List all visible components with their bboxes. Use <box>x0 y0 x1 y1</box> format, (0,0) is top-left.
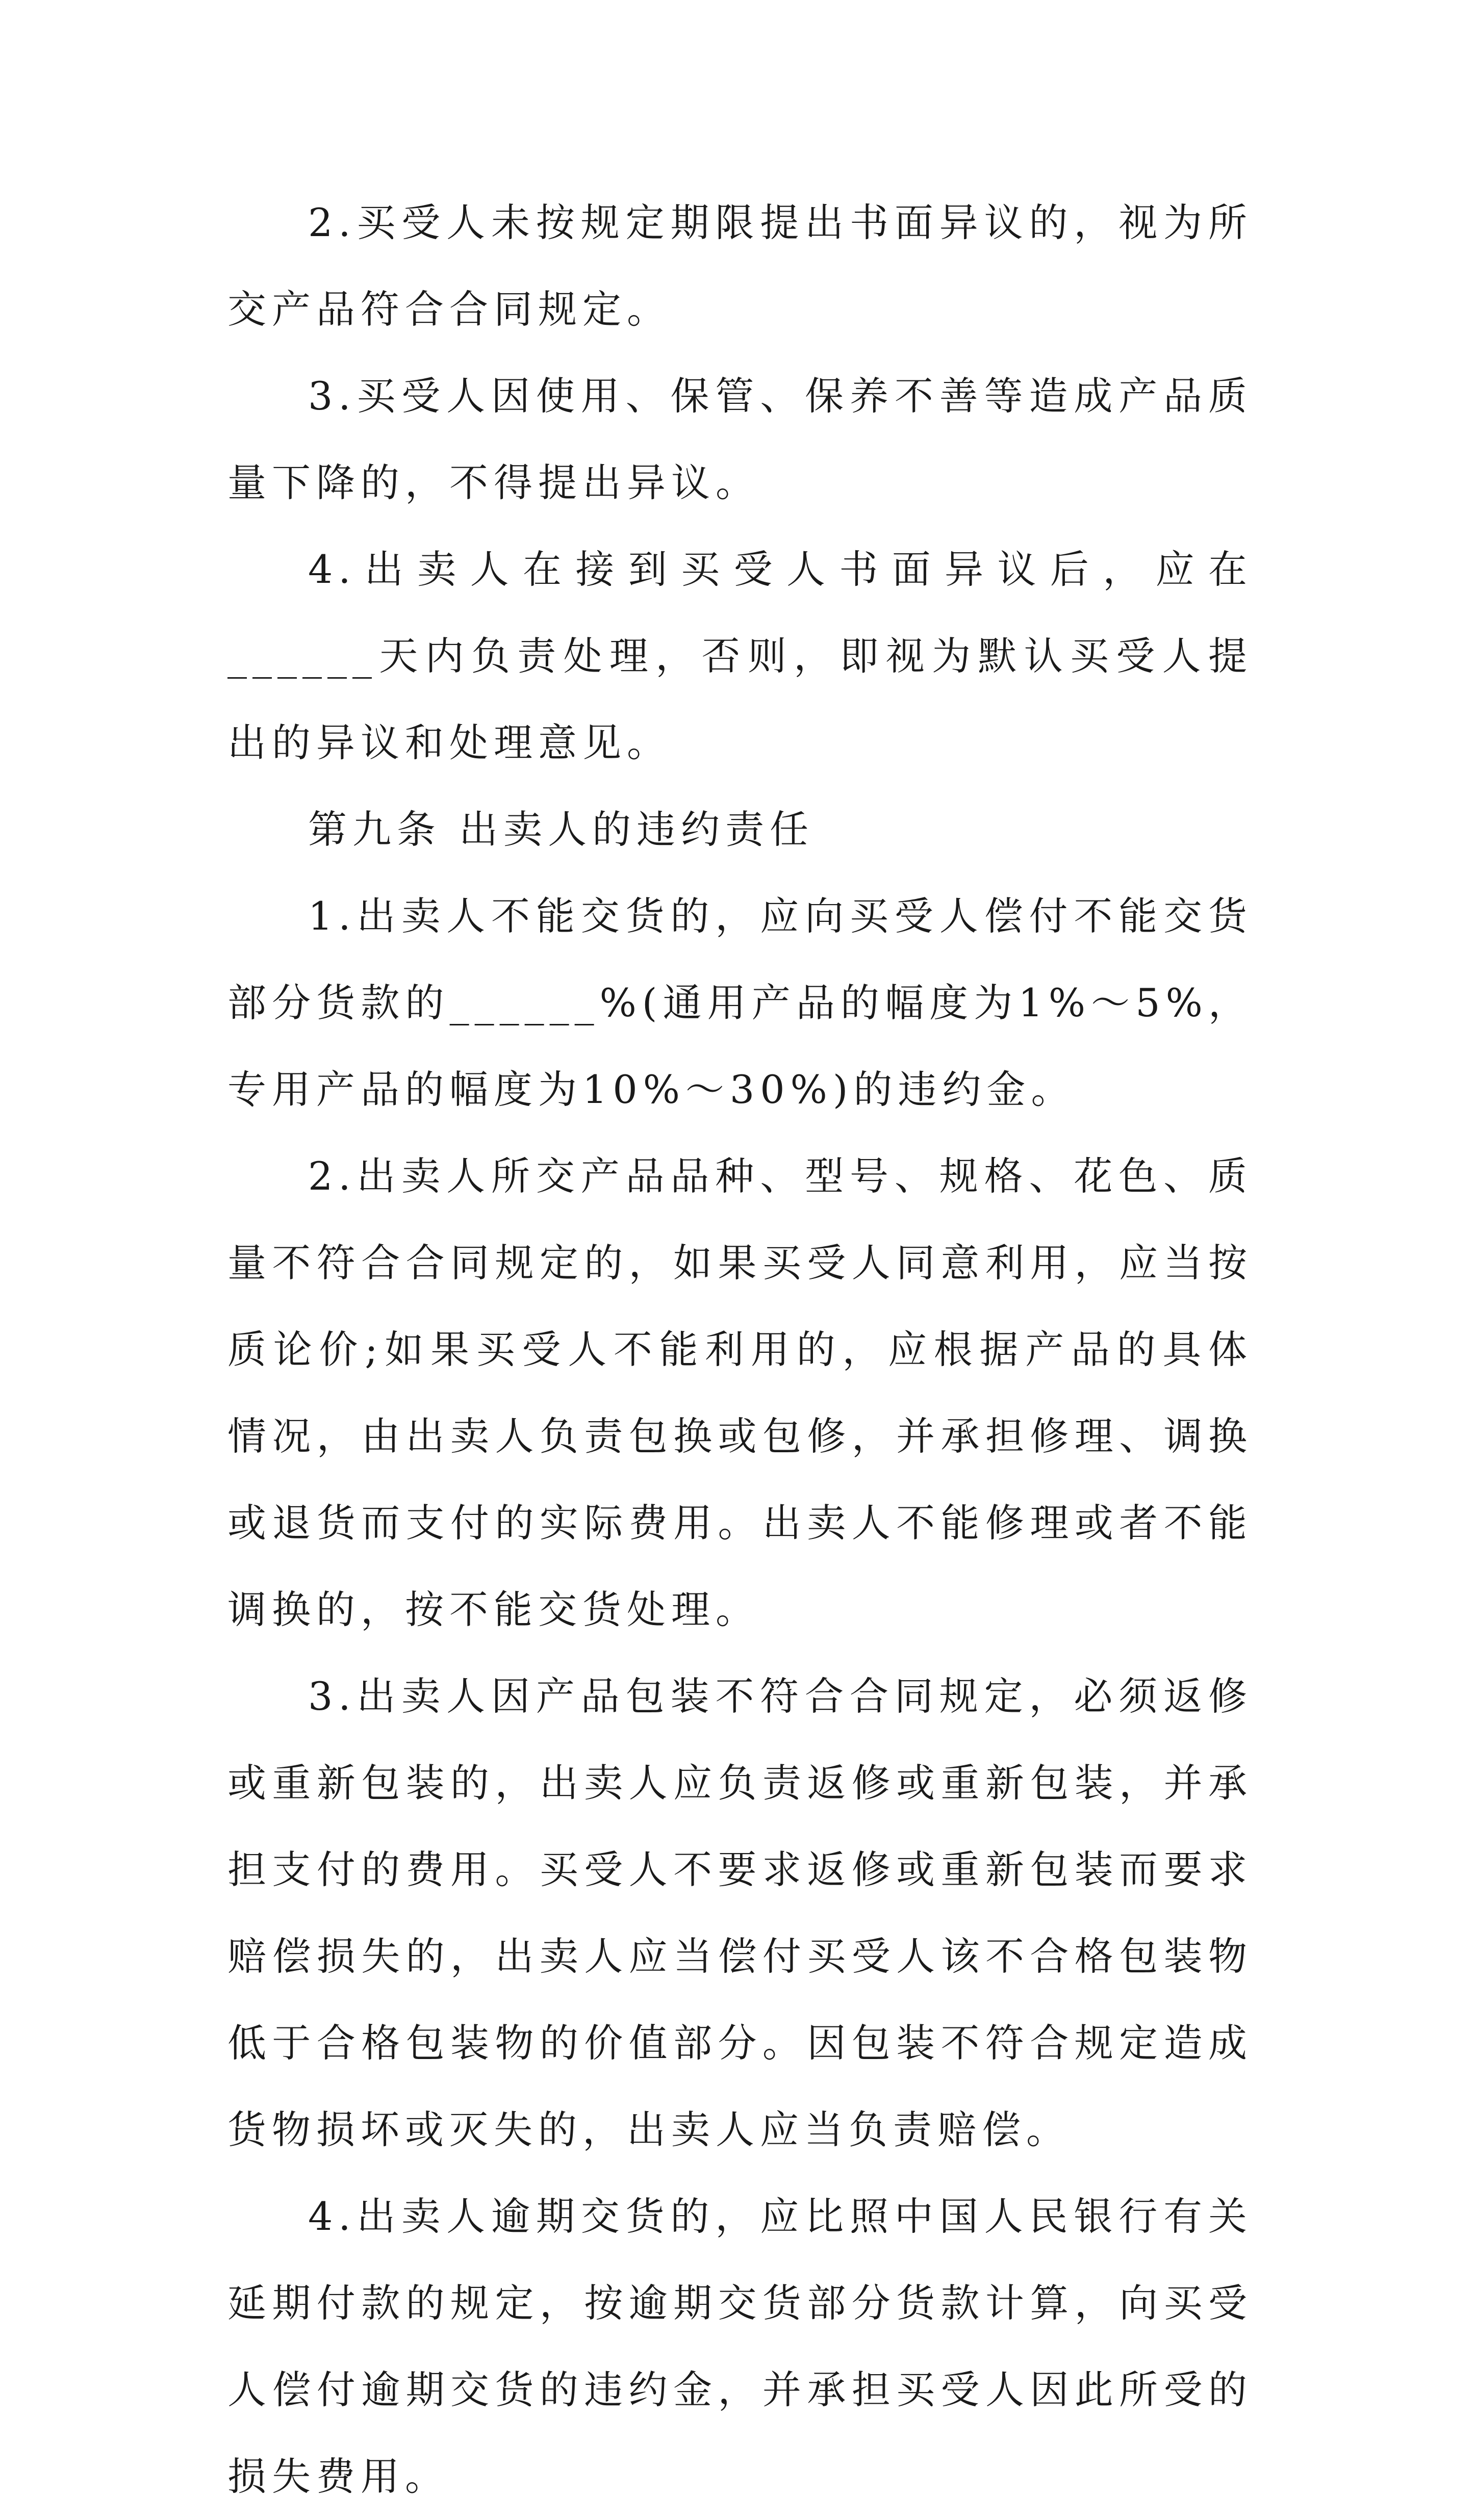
document-body <box>227 179 1253 2520</box>
clause-9-item-2: 2.出卖人所交产品品种、型号、规格、花色、质量不符合合同规定的，如果买受人同意利用，应当按质论价;如果买受人不能利用的，应根据产品的具体情况，由出卖人负责包换或包修，并承担修理、调换或退货而支付的实际费用。出卖人不能修理或者不能调换的，按不能交货处理。 <box>227 1153 1253 1632</box>
clause-8-item-3: 3.买受人因使用、保管、保养不善等造成产品质量下降的，不得提出异议。 <box>227 373 1253 505</box>
clause-8-item-4: 4.出卖人在接到买受人书面异议后，应在______天内负责处理，否则，即视为默认买受人提出的异议和处理意见。 <box>227 547 1253 765</box>
clause-8-item-2: 2.买受人未按规定期限提出书面异议的，视为所交产品符合合同规定。 <box>227 200 1253 332</box>
clause-9-heading: 第九条 出卖人的违约责任 <box>308 807 815 852</box>
clause-9-item-3: 3.出卖人因产品包装不符合合同规定，必须返修或重新包装的，出卖人应负责返修或重新包装，并承担支付的费用。买受人不要求返修或重新包装而要求赔偿损失的，出卖人应当偿付买受人该不合格包装物低于合格包装物的价值部分。因包装不符合规定造成货物损坏或灭失的，出卖人应当负责赔偿。 <box>227 1674 1253 2152</box>
clause-9-item-1: 1.出卖人不能交货的，应向买受人偿付不能交货部分货款的______%(通用产品的幅度为1%～5%，专用产品的幅度为10%～30%)的违约金。 <box>227 893 1253 1112</box>
clause-9-item-4: 4.出卖人逾期交货的，应比照中国人民银行有关延期付款的规定，按逾期交货部分货款计算，向买受人偿付逾期交货的违约金，并承担买受人因此所受的损失费用。 <box>227 2194 1253 2499</box>
